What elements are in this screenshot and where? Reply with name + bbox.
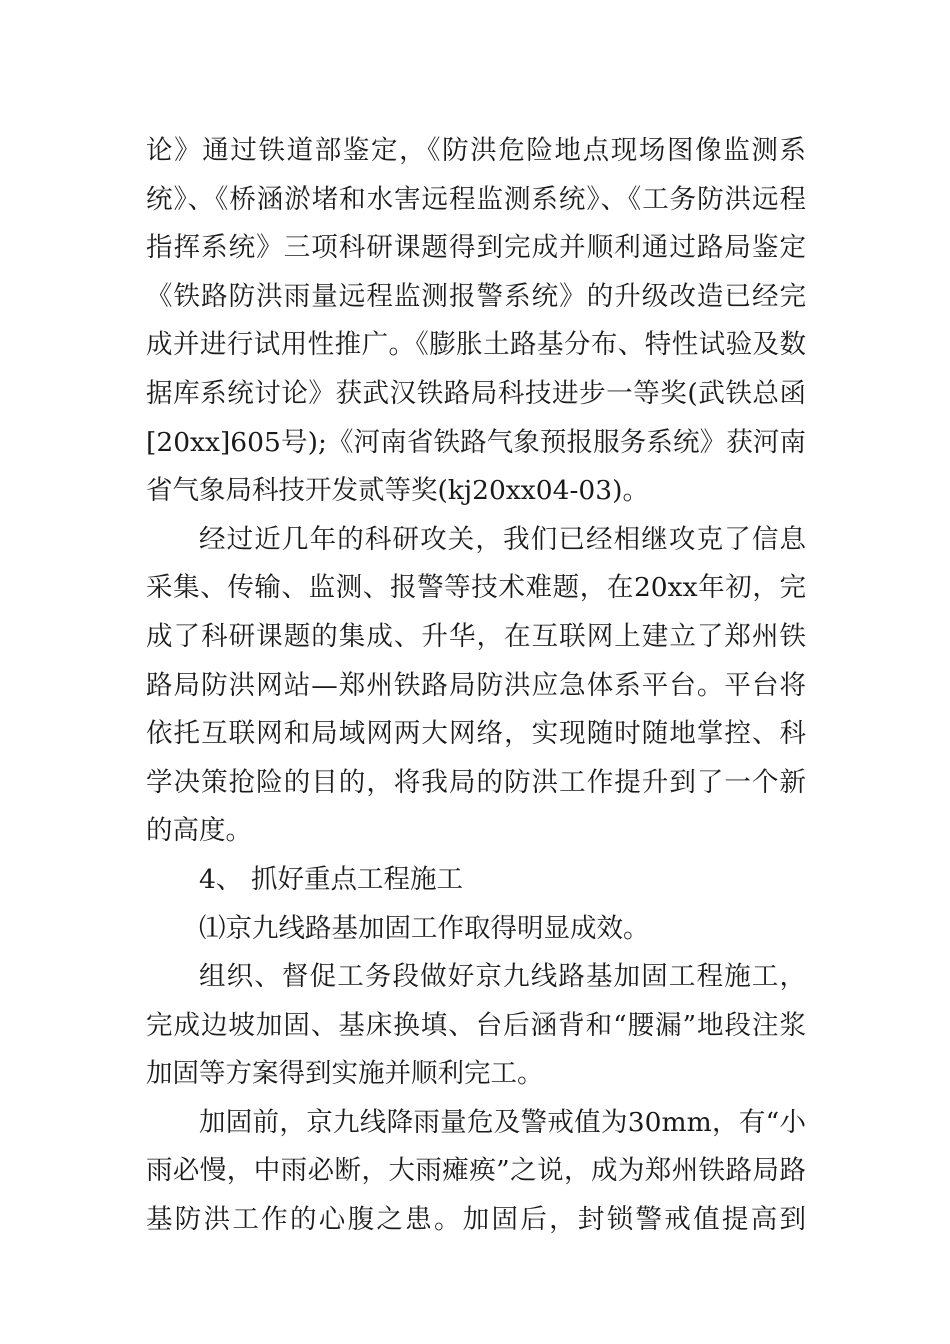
section-title: 抓好重点工程施工	[251, 863, 463, 895]
section-number: 4、	[199, 863, 243, 895]
document-body	[146, 127, 806, 1245]
section-heading	[146, 856, 806, 905]
paragraph-research-platform: 经过近几年的科研攻关，我们已经相继攻克了信息采集、传输、监测、报警等技术难题，在20xx年初，完成了科研课题的集成、升华，在互联网上建立了郑州铁路局防洪网站—郑州铁路局防洪应急体系平台。平台将依托互联网和局域网两大网络，实现随时随地掌控、科学决策抢险的目的，将我局的防洪工作提升到了一个新的高度。	[146, 523, 806, 847]
paragraph-science-results: 论》通过铁道部鉴定，《防洪危险地点现场图像监测系统》、《桥涵淤堵和水害远程监测系统》、《工务防洪远程指挥系统》三项科研课题得到完成并顺利通过路局鉴定《铁路防洪雨量远程监测报警系统》的升级改造已经完成并进行试用性推广。《膨胀土路基分布、特性试验及数据库系统讨论》获武汉铁路局科技进步一等奖(武铁总函[20xx]605号);《河南省铁路气象预报服务系统》获河南省气象局科技开发贰等奖(kj20xx04-03)。	[146, 135, 806, 507]
subsection-title: ⑴京九线路基加固工作取得明显成效。	[199, 912, 650, 944]
paragraph-reinforcement-work: 组织、督促工务段做好京九线路基加固工程施工，完成边坡加固、基床换填、台后涵背和“腰漏”地段注浆加固等方案得到实施并顺利完工。	[146, 961, 806, 1090]
paragraph-warning-values: 加固前，京九线降雨量危及警戒值为30mm，有“小雨必慢，中雨必断，大雨瘫痪”之说，成为郑州铁路局路基防洪工作的心腹之患。加固后，封锁警戒值提高到	[146, 1106, 806, 1236]
